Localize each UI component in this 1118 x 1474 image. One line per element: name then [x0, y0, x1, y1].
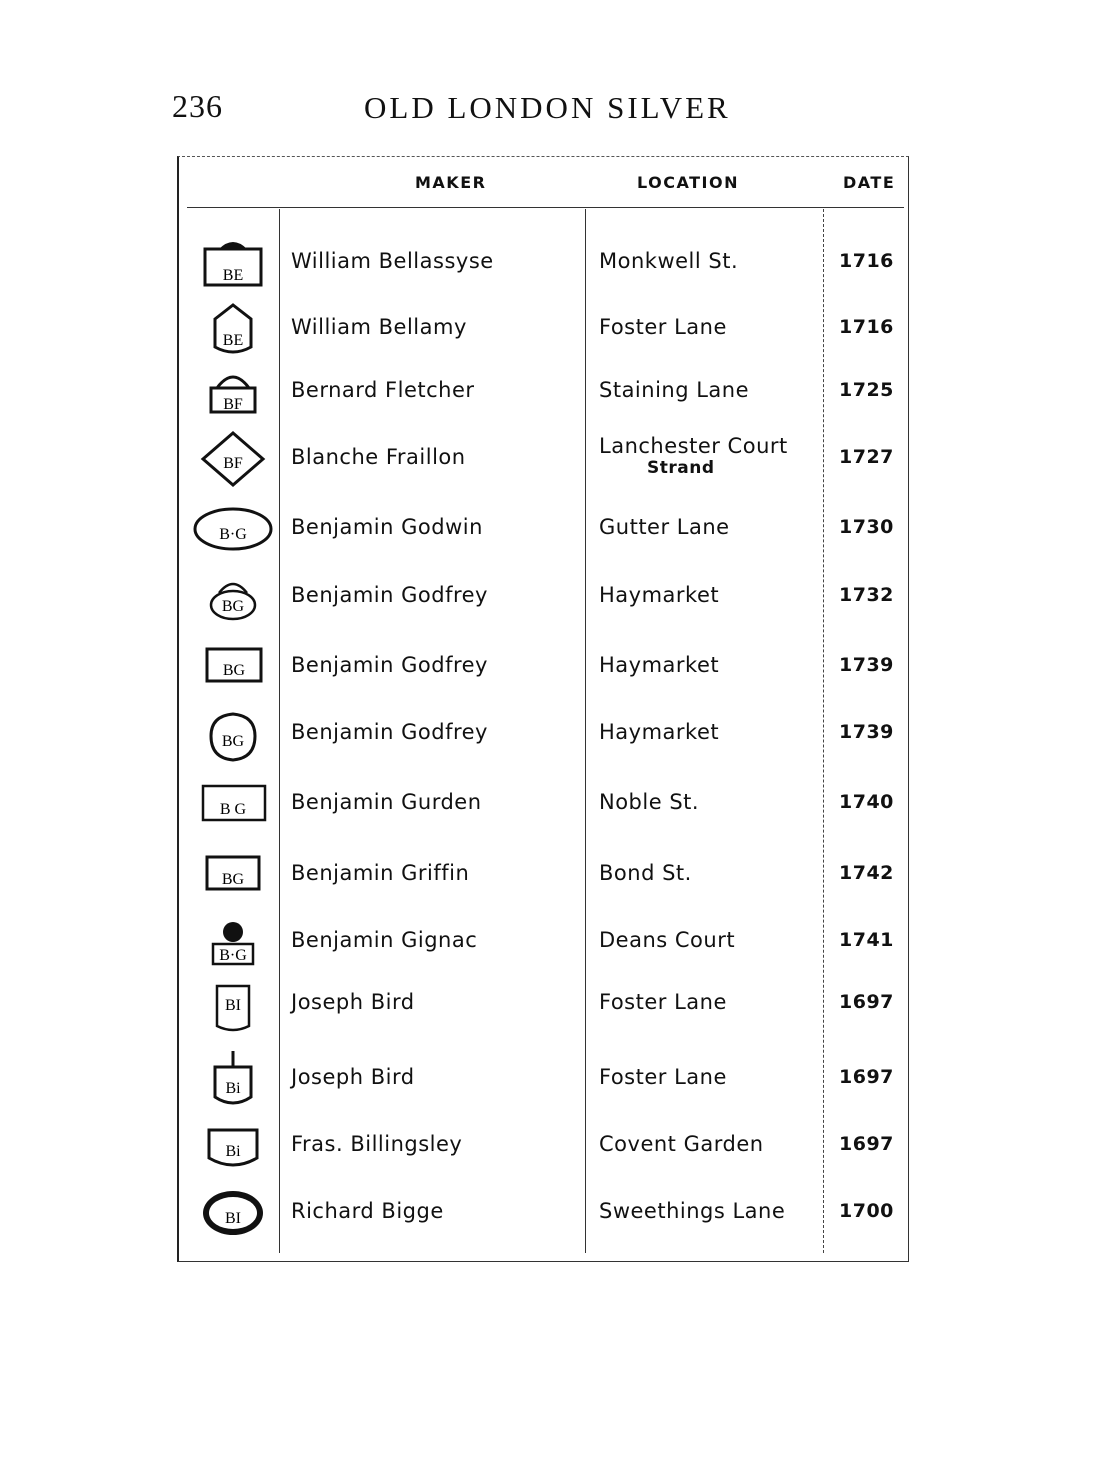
maker-name: Fras. Billingsley — [291, 1132, 463, 1156]
location — [599, 315, 727, 339]
location-sub: Strand — [647, 458, 715, 478]
location — [599, 583, 719, 607]
date: 1716 — [839, 250, 894, 272]
makers-mark-icon — [193, 1181, 273, 1241]
location — [599, 990, 727, 1014]
maker-name: Joseph Bird — [291, 990, 415, 1014]
location — [599, 1132, 764, 1156]
location-main: Noble St. — [599, 790, 700, 814]
svg-text:B·G: B·G — [219, 947, 247, 964]
header-date: DATE — [843, 173, 896, 192]
date: 1697 — [839, 1066, 894, 1088]
maker-name: Benjamin Godfrey — [291, 583, 488, 607]
location-main: Haymarket — [599, 653, 720, 677]
maker-name: Benjamin Gignac — [291, 928, 478, 952]
table-row — [179, 972, 908, 1032]
table-row — [179, 772, 908, 832]
page-number: 236 — [172, 88, 223, 124]
svg-text:BI: BI — [225, 1210, 241, 1227]
table-row — [179, 231, 908, 291]
date: 1716 — [839, 316, 894, 338]
location — [599, 249, 738, 273]
table-row — [179, 297, 908, 357]
table-row — [179, 565, 908, 625]
makers-mark-icon — [193, 772, 273, 832]
header-rule — [187, 207, 904, 208]
svg-text:BG: BG — [221, 598, 245, 615]
makers-mark-icon — [193, 972, 273, 1032]
makers-mark-icon — [193, 427, 273, 487]
date: 1742 — [839, 862, 894, 884]
date: 1739 — [839, 654, 894, 676]
date: 1727 — [839, 446, 894, 468]
date: 1732 — [839, 584, 894, 606]
maker-name: Benjamin Godwin — [291, 515, 483, 539]
makers-mark-icon — [193, 565, 273, 625]
location-main: Foster Lane — [599, 990, 727, 1014]
location-main: Haymarket — [599, 583, 720, 607]
location — [599, 653, 719, 677]
svg-text:B·G: B·G — [219, 526, 247, 543]
svg-text:BG: BG — [221, 733, 245, 750]
maker-name: Benjamin Griffin — [291, 861, 470, 885]
maker-name: Blanche Fraillon — [291, 445, 466, 469]
maker-name: Benjamin Gurden — [291, 790, 482, 814]
svg-text:BF: BF — [223, 396, 243, 413]
date: 1725 — [839, 379, 894, 401]
location — [599, 378, 749, 402]
location-main: Staining Lane — [599, 378, 750, 402]
makers-mark-icon — [193, 1047, 273, 1107]
makers-mark-icon — [193, 360, 273, 420]
svg-text:BG: BG — [222, 662, 246, 679]
makers-mark-icon — [193, 297, 273, 357]
date: 1739 — [839, 721, 894, 743]
location-main: Haymarket — [599, 720, 720, 744]
makers-table — [177, 156, 909, 1262]
svg-text:Bi: Bi — [225, 1080, 241, 1097]
date: 1730 — [839, 516, 894, 538]
makers-mark-icon — [193, 910, 273, 970]
location-main: Foster Lane — [599, 315, 727, 339]
table-row — [179, 910, 908, 970]
date: 1700 — [839, 1200, 894, 1222]
table-row — [179, 427, 908, 487]
makers-mark-icon — [193, 843, 273, 903]
maker-name: William Bellassyse — [291, 249, 494, 273]
svg-text:BI: BI — [225, 997, 241, 1014]
date: 1741 — [839, 929, 894, 951]
table-row — [179, 360, 908, 420]
location-main: Lanchester Court — [599, 434, 788, 458]
location-main: Covent Garden — [599, 1132, 764, 1156]
table-row — [179, 843, 908, 903]
location — [599, 1199, 785, 1223]
header-maker: MAKER — [415, 173, 487, 192]
table-row — [179, 635, 908, 695]
maker-name: Joseph Bird — [291, 1065, 415, 1089]
maker-name: Benjamin Godfrey — [291, 720, 488, 744]
location — [599, 928, 735, 952]
table-row — [179, 1181, 908, 1241]
location-main: Sweethings Lane — [599, 1199, 786, 1223]
maker-name: William Bellamy — [291, 315, 467, 339]
location-main: Bond St. — [599, 861, 692, 885]
maker-name: Benjamin Godfrey — [291, 653, 488, 677]
location-main: Monkwell St. — [599, 249, 739, 273]
date: 1740 — [839, 791, 894, 813]
maker-name: Richard Bigge — [291, 1199, 444, 1223]
location-main: Foster Lane — [599, 1065, 727, 1089]
table-row — [179, 1047, 908, 1107]
location — [599, 720, 719, 744]
makers-mark-icon — [193, 702, 273, 762]
makers-mark-icon — [193, 1114, 273, 1174]
location — [599, 861, 692, 885]
svg-text:B G: B G — [219, 801, 247, 818]
table-row — [179, 1114, 908, 1174]
maker-name: Bernard Fletcher — [291, 378, 475, 402]
location-main: Gutter Lane — [599, 515, 730, 539]
location — [599, 790, 699, 814]
location — [599, 435, 788, 479]
header-location: LOCATION — [637, 173, 739, 192]
svg-text:BG: BG — [221, 871, 245, 888]
table-row — [179, 497, 908, 557]
svg-text:BE: BE — [222, 267, 244, 284]
location-main: Deans Court — [599, 928, 736, 952]
makers-mark-icon — [193, 635, 273, 695]
date: 1697 — [839, 1133, 894, 1155]
svg-text:BF: BF — [223, 455, 243, 472]
makers-mark-icon — [193, 231, 273, 291]
svg-text:BE: BE — [222, 332, 244, 349]
table-row — [179, 702, 908, 762]
running-title: OLD LONDON SILVER — [364, 90, 731, 125]
date: 1697 — [839, 991, 894, 1013]
location — [599, 515, 730, 539]
makers-mark-icon — [193, 497, 273, 557]
location — [599, 1065, 727, 1089]
svg-text:Bi: Bi — [225, 1143, 241, 1160]
